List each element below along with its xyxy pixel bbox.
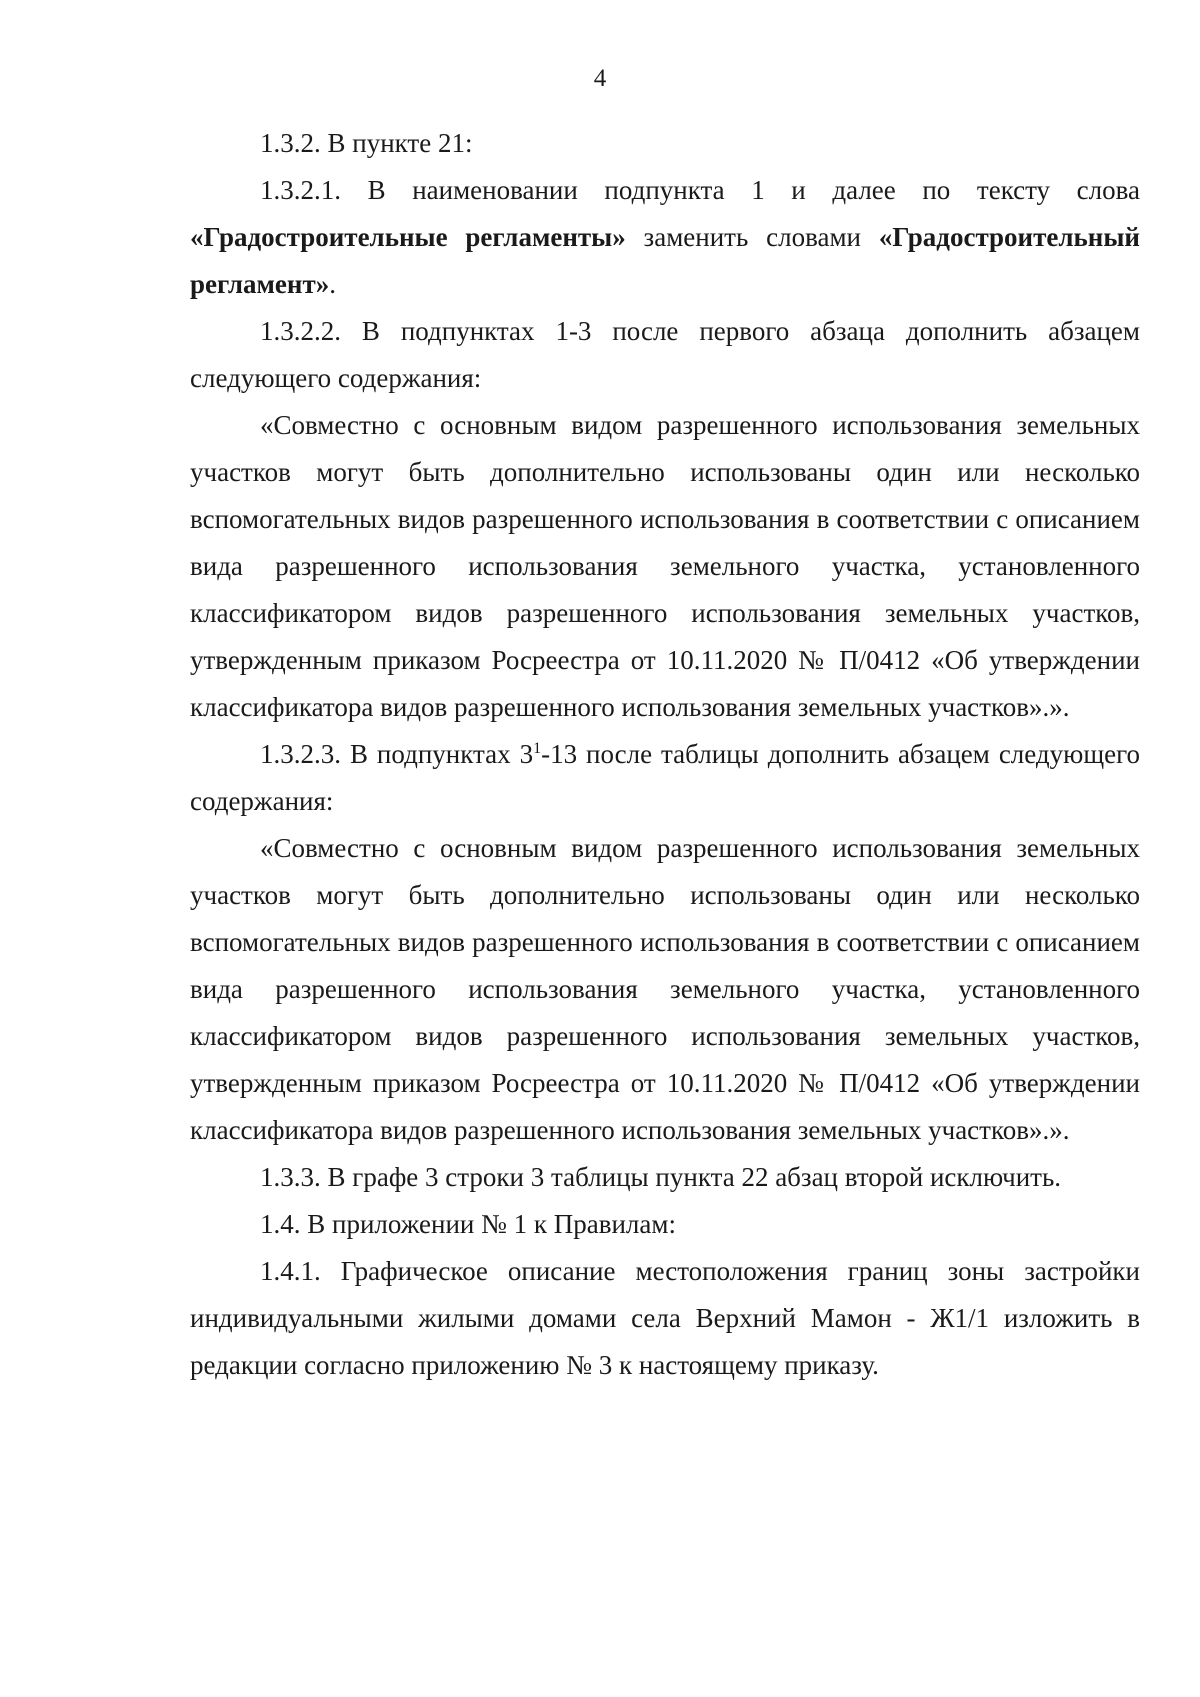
paragraph-1-3-2-1 (190, 167, 1140, 308)
page-number: 4 (593, 65, 607, 92)
document-body (190, 120, 1140, 1389)
paragraph-1-3-2-3 (190, 731, 1140, 825)
quoted-paragraph-2: «Совместно с основным видом разрешенного использования земельных участков могут быть дополнительно использованы один или несколько вспомогательных видов разрешенного использования в соответствии с описанием вида разрешенного использования земельного участка, установленного классификатором видов разрешенного использования земельных участков, утвержденным приказом Росреестра от 10.11.2020 № П/0412 «Об утверждении классификатора видов разрешенного использования земельных участков».». (190, 833, 1140, 1145)
paragraph-1-3-2-1-text-start: 1.3.2.1. В наименовании подпункта 1 и далее по тексту слова (260, 175, 1140, 205)
paragraph-1-3-2: 1.3.2. В пункте 21: (260, 128, 473, 158)
paragraph-1-3-2-1-text-end: . (329, 269, 336, 299)
paragraph-1-3-3: 1.3.3. В графе 3 строки 3 таблицы пункта 22 абзац второй исключить. (260, 1162, 1062, 1192)
quoted-paragraph-1: «Совместно с основным видом разрешенного использования земельных участков могут быть дополнительно использованы один или несколько вспомогательных видов разрешенного использования в соответствии с описанием вида разрешенного использования земельного участка, установленного классификатором видов разрешенного использования земельных участков, утвержденным приказом Росреестра от 10.11.2020 № П/0412 «Об утверждении классификатора видов разрешенного использования земельных участков».». (190, 410, 1140, 722)
paragraph-1-4: 1.4. В приложении № 1 к Правилам: (260, 1209, 676, 1239)
paragraph-1-3-2-1-text-middle: заменить словами (625, 222, 879, 252)
superscript-one: 1 (533, 740, 542, 757)
paragraph-1-3-2-3-text-start: 1.3.2.3. В подпунктах 3 (260, 739, 534, 769)
bold-phrase-old: «Градостроительные регламенты» (190, 222, 626, 252)
bold-phrase-new: «Градостроительный регламент» (190, 222, 1140, 299)
paragraph-1-3-2-3-text-end: -13 после таблицы дополнить абзацем следующего содержания: (190, 739, 1140, 816)
paragraph-1-4-1: 1.4.1. Графическое описание местоположения границ зоны застройки индивидуальными жилыми домами села Верхний Мамон - Ж1/1 изложить в редакции согласно приложению № 3 к настоящему приказу. (190, 1256, 1140, 1380)
paragraph-1-3-2-2: 1.3.2.2. В подпунктах 1-3 после первого абзаца дополнить абзацем следующего содержания: (190, 316, 1140, 393)
